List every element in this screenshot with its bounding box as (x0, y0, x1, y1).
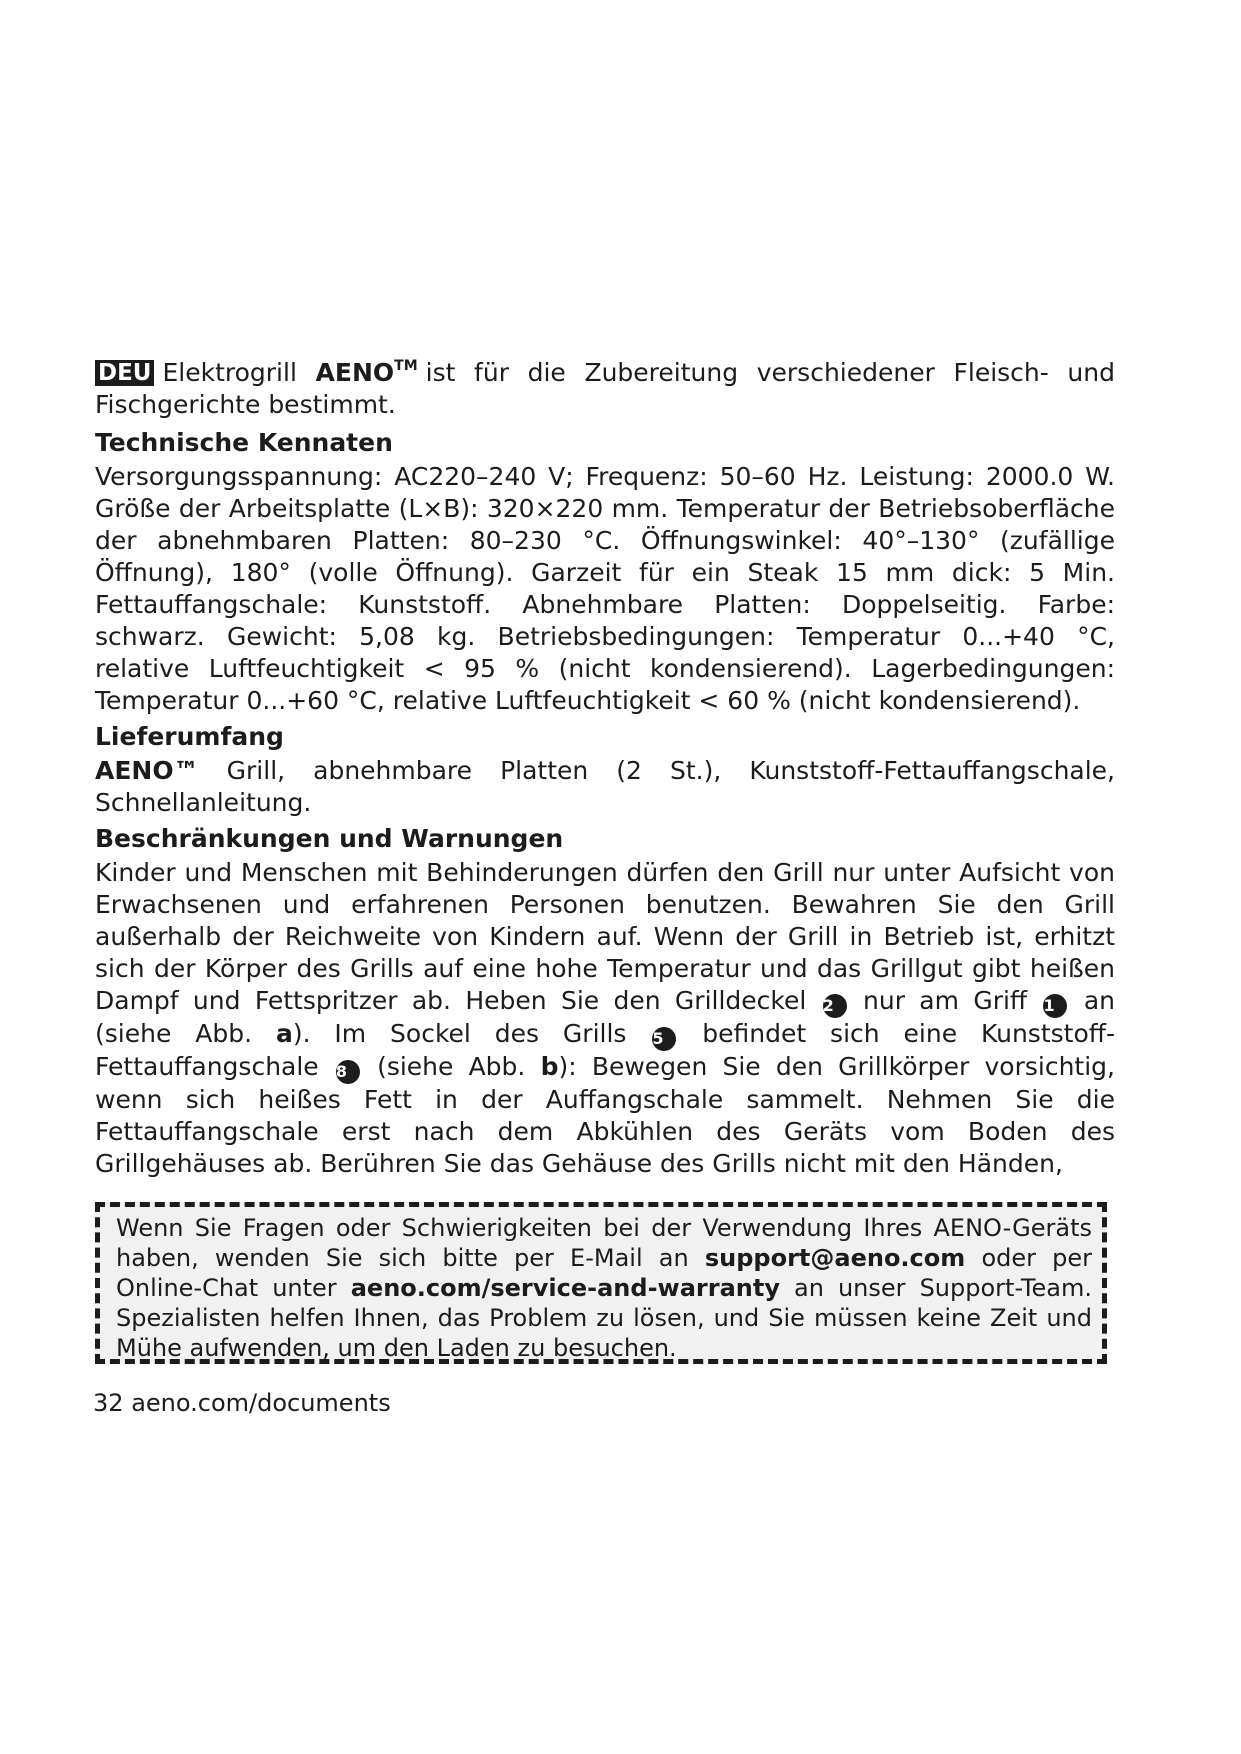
intro-paragraph (95, 350, 1115, 421)
part-number-badge: 1 (1043, 994, 1067, 1018)
trademark-mark: TM (394, 358, 418, 374)
part-number-badge: 5 (652, 1027, 676, 1051)
specs-text: Versorgungsspannung: AC220–240 V; Frequenz: 50–60 Hz. Leistung: 2000.0 W. Größe der Arbeitsplatte (L×B): 320×220 mm. Temperatur der Betriebsoberfläche der abnehmbaren Platten: 80–230 °C. Öffnungswinkel: 40°–130° (zufällige Öffnung), 180° (volle Öffnung). Garzeit für ein Steak 15 mm dick: 5 Min. Fettauffangschale: Kunststoff. Abnehmbare Platten: Doppelseitig. Farbe: schwarz. Gewicht: 5,08 kg. Betriebsbedingungen: Temperatur 0...+40 °C, relative Luftfeuchtigkeit < 95 % (nicht kondensierend). Lagerbedingungen: Temperatur 0...+60 °C, relative Luftfeuchtigkeit < 60 % (nicht kondensierend). (95, 462, 1115, 715)
page-footer (93, 1388, 391, 1418)
support-text-middle: oder per Online-Chat unter (116, 1244, 1093, 1302)
footer-url: aeno.com/documents (131, 1389, 391, 1417)
page-body (95, 350, 1115, 1184)
support-text-intro: Wenn Sie Fragen oder Schwierigkeiten bei der Verwendung Ihres AENO-Geräts haben, wenden Sie sich bitte per E-Mail an (116, 1214, 1092, 1272)
delivery-items: Grill, abnehmbare Platten (2 St.), Kunststoff-Fettauffangschale, Schnellanleitung. (95, 756, 1116, 817)
warnings-segment: ). Im Sockel des Grills (292, 1019, 627, 1048)
part-number-badge: 8 (336, 1060, 360, 1084)
delivery-text (95, 755, 1115, 819)
figure-ref-a: a (275, 1019, 293, 1048)
delivery-brand: AENO™ (95, 756, 199, 785)
warnings-segment: Kinder und Menschen mit Behinderungen dürfen den Grill nur unter Aufsicht von Erwachsenen und erfahrenen Personen benutzen. Bewahren Sie den Grill außerhalb der Reichweite von Kindern auf. Wenn der Grill in Betrieb ist, erhitzt sich der Körper des Grills auf eine hohe Temperatur und das Grillgut gibt heißen Dampf und Fettspritzer ab. Heben Sie den Grilldeckel (95, 858, 1115, 1015)
part-number-badge: 2 (823, 994, 847, 1018)
warnings-segment: an (siehe Abb. (95, 986, 1115, 1048)
language-badge: DEU (95, 360, 154, 386)
intro-text-before: Elektrogrill (162, 358, 297, 387)
warnings-heading: Beschränkungen und Warnungen (95, 824, 564, 853)
support-email: support@aeno.com (704, 1244, 966, 1272)
warnings-segment: (siehe Abb. (377, 1052, 526, 1081)
warnings-text (95, 857, 1115, 1180)
brand-name: AENO (315, 358, 395, 387)
support-link: aeno.com/service-and-warranty (350, 1274, 780, 1302)
support-text (116, 1213, 1092, 1363)
support-text-end: an unser Support-Team. Spezialisten helfen Ihnen, das Problem zu lösen, und Sie müssen keine Zeit und Mühe aufwenden, um den Laden zu besuchen. (116, 1274, 1092, 1362)
warnings-segment: befindet sich eine Kunststoff-Fettauffangschale (95, 1019, 1116, 1081)
page-number: 32 (93, 1389, 124, 1417)
warnings-segment: nur am Griff (863, 986, 1028, 1015)
delivery-heading: Lieferumfang (95, 722, 284, 751)
specs-heading: Technische Kennaten (95, 428, 393, 457)
figure-ref-b: b (540, 1052, 559, 1081)
support-notice-box (95, 1202, 1107, 1364)
intro-text-after: ist für die Zubereitung verschiedener Fleisch- und Fischgerichte bestimmt. (95, 358, 1115, 419)
warnings-segment: ): Bewegen Sie den Grillkörper vorsichtig, wenn sich heißes Fett in der Auffangschale sammelt. Nehmen Sie die Fettauffangschale erst nach dem Abkühlen des Geräts vom Boden des Grillgehäuses ab. Berühren Sie das Gehäuse des Grills nicht mit den Händen, (95, 1052, 1115, 1178)
